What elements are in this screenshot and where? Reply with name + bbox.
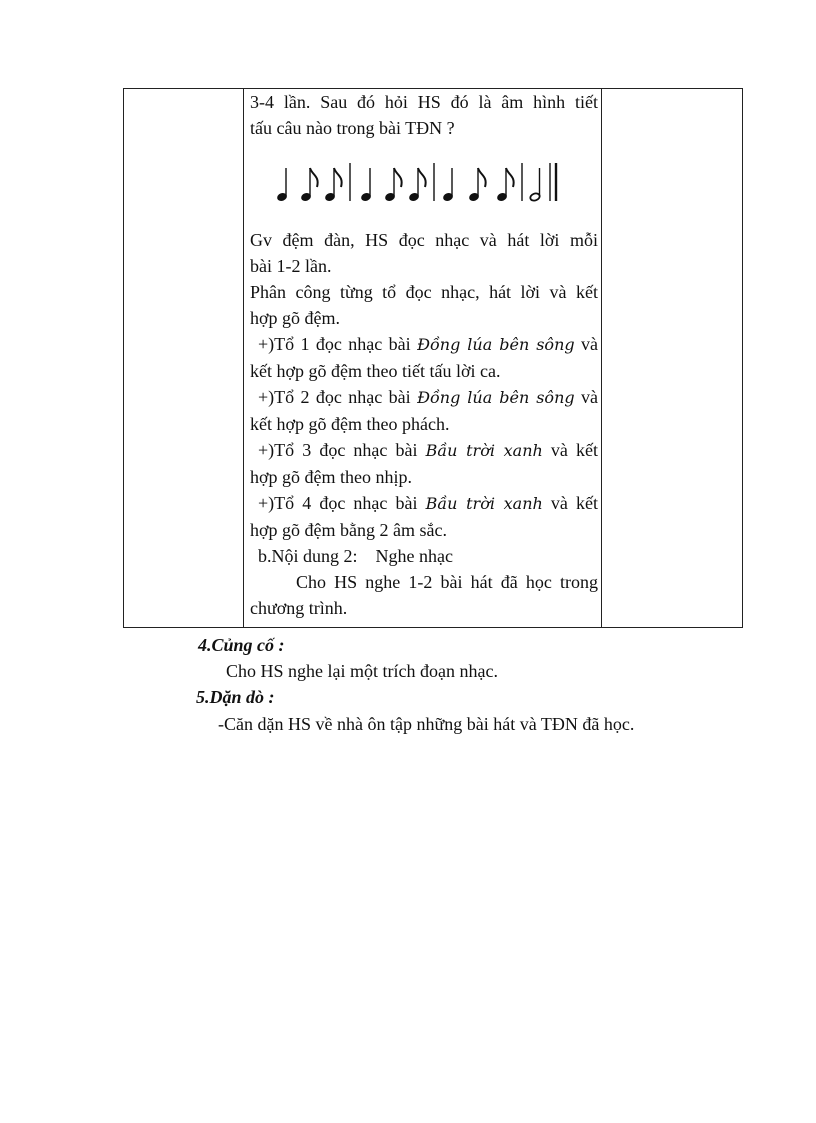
cung-co-heading: 4.Củng cố : [198, 635, 285, 655]
double-bar-line [550, 163, 556, 201]
lesson-table [123, 88, 743, 628]
group-4-line-2: hợp gõ đệm bằng 2 âm sắc. [250, 520, 447, 540]
song-title: Bầu trời xanh [425, 494, 543, 513]
eighth-note-icon [325, 168, 342, 202]
assign-line-2: hợp gõ đệm. [250, 308, 341, 328]
assign-line-1: Phân công từng tổ đọc nhạc, hát lời và kết [250, 282, 598, 302]
group-3-line-2: hợp gõ đệm theo nhịp. [250, 467, 412, 487]
dan-do-heading: 5.Dặn dò : [196, 687, 275, 707]
column-divider-left [243, 89, 244, 627]
activity-column [246, 89, 602, 621]
song-title: Đồng lúa bên sông [417, 388, 575, 407]
group-2-line-1: +)Tổ 2 đọc nhạc bài Đồng lúa bên sông và [258, 387, 598, 407]
group-3-line-1: +)Tổ 3 đọc nhạc bài Bầu trời xanh và kết [258, 440, 598, 460]
eighth-note-icon [409, 168, 426, 202]
dan-do-text: -Căn dặn HS về nhà ôn tập những bài hát và TĐN đã học. [218, 714, 635, 734]
content-2-heading: b.Nội dung 2: Nghe nhạc [258, 546, 453, 566]
eighth-note-icon [301, 168, 318, 202]
eighth-note-icon [469, 168, 486, 202]
quarter-note-icon [443, 168, 454, 202]
eighth-note-icon [385, 168, 402, 202]
half-note-icon [529, 168, 540, 202]
eighth-note-icon [497, 168, 514, 202]
rhythm-notes [277, 163, 556, 202]
group-4-line-1: +)Tổ 4 đọc nhạc bài Bầu trời xanh và kết [258, 493, 598, 513]
group-1-line-1: +)Tổ 1 đọc nhạc bài Đồng lúa bên sông và [258, 334, 598, 354]
intro-line-2: tấu câu nào trong bài TĐN ? [250, 118, 455, 138]
song-title: Đồng lúa bên sông [417, 335, 575, 354]
song-title: Bầu trời xanh [425, 441, 543, 460]
quarter-note-icon [277, 168, 288, 202]
gv-line-1: Gv đệm đàn, HS đọc nhạc và hát lời mỗi [250, 230, 598, 250]
listen-line-1: Cho HS nghe 1-2 bài hát đã học trong [296, 572, 598, 592]
quarter-note-icon [361, 168, 372, 202]
listen-line-2: chương trình. [250, 598, 348, 618]
cung-co-text: Cho HS nghe lại một trích đoạn nhạc. [226, 661, 498, 681]
intro-line-1: 3-4 lần. Sau đó hỏi HS đó là âm hình tiết [250, 92, 598, 112]
gv-line-2: bài 1-2 lần. [250, 256, 332, 276]
rhythm-pattern [250, 145, 590, 225]
group-2-line-2: kết hợp gõ đệm theo phách. [250, 414, 450, 434]
group-1-line-2: kết hợp gõ đệm theo tiết tấu lời ca. [250, 361, 501, 381]
